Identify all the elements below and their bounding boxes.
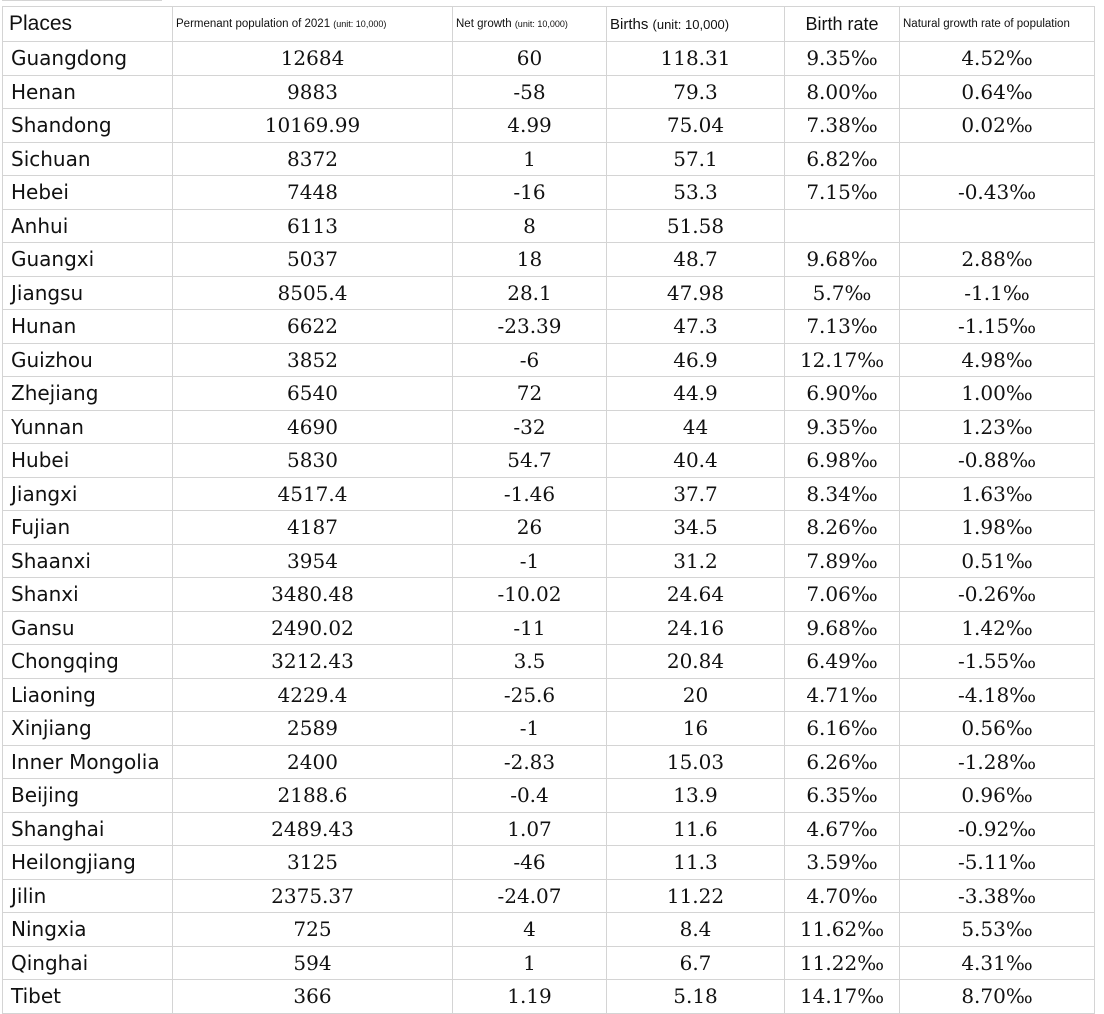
- cell-birth-rate: 4.67‰: [785, 812, 900, 846]
- cell-place: Guangxi: [3, 243, 173, 277]
- cell-natural-growth-rate: 0.64‰: [900, 75, 1095, 109]
- cell-place: Inner Mongolia: [3, 745, 173, 779]
- cell-natural-growth-rate: -0.43‰: [900, 176, 1095, 210]
- cell-net-growth: -25.6: [453, 678, 607, 712]
- cell-net-growth: 72: [453, 377, 607, 411]
- cell-births: 11.6: [607, 812, 785, 846]
- cell-births: 20.84: [607, 645, 785, 679]
- cell-net-growth: -0.4: [453, 779, 607, 813]
- cell-birth-rate: 6.35‰: [785, 779, 900, 813]
- cell-birth-rate: 8.34‰: [785, 477, 900, 511]
- cell-place: Qinghai: [3, 946, 173, 980]
- cell-births: 79.3: [607, 75, 785, 109]
- table-row: [3, 109, 1095, 143]
- cell-births: 5.18: [607, 980, 785, 1014]
- cell-population: 4187: [173, 511, 453, 545]
- cell-natural-growth-rate: 0.51‰: [900, 544, 1095, 578]
- cell-net-growth: -2.83: [453, 745, 607, 779]
- cell-place: Jilin: [3, 879, 173, 913]
- cell-births: 37.7: [607, 477, 785, 511]
- cell-place: Heilongjiang: [3, 846, 173, 880]
- cell-population: 8505.4: [173, 276, 453, 310]
- cell-place: Beijing: [3, 779, 173, 813]
- cell-birth-rate: 6.49‰: [785, 645, 900, 679]
- cell-natural-growth-rate: -4.18‰: [900, 678, 1095, 712]
- table-row: [3, 75, 1095, 109]
- cell-natural-growth-rate: -5.11‰: [900, 846, 1095, 880]
- table-row: [3, 243, 1095, 277]
- cell-births: 16: [607, 712, 785, 746]
- cell-natural-growth-rate: 0.02‰: [900, 109, 1095, 143]
- cell-birth-rate: 9.68‰: [785, 611, 900, 645]
- cell-net-growth: -32: [453, 410, 607, 444]
- cell-natural-growth-rate: -1.55‰: [900, 645, 1095, 679]
- cell-population: 3125: [173, 846, 453, 880]
- cell-births: 15.03: [607, 745, 785, 779]
- cell-population: 2188.6: [173, 779, 453, 813]
- header-net-growth: [453, 7, 607, 42]
- cell-birth-rate: 7.15‰: [785, 176, 900, 210]
- cell-natural-growth-rate: 0.56‰: [900, 712, 1095, 746]
- cell-birth-rate: 8.26‰: [785, 511, 900, 545]
- cell-population: 3480.48: [173, 578, 453, 612]
- cell-birth-rate: [785, 209, 900, 243]
- cell-births: 118.31: [607, 42, 785, 76]
- cell-birth-rate: 7.06‰: [785, 578, 900, 612]
- header-population-label: Permenant population of 2021: [176, 18, 331, 30]
- table-row: [3, 511, 1095, 545]
- cell-births: 44: [607, 410, 785, 444]
- table-row: [3, 879, 1095, 913]
- cell-net-growth: -1.46: [453, 477, 607, 511]
- cell-net-growth: 4.99: [453, 109, 607, 143]
- cell-population: 12684: [173, 42, 453, 76]
- cell-natural-growth-rate: -3.38‰: [900, 879, 1095, 913]
- cell-place: Tibet: [3, 980, 173, 1014]
- cell-births: 53.3: [607, 176, 785, 210]
- cell-net-growth: -1: [453, 712, 607, 746]
- cell-net-growth: 4: [453, 913, 607, 947]
- cell-natural-growth-rate: 4.52‰: [900, 42, 1095, 76]
- table-row: [3, 578, 1095, 612]
- table-row: [3, 779, 1095, 813]
- cell-net-growth: 18: [453, 243, 607, 277]
- table-row: [3, 142, 1095, 176]
- cell-place: Shaanxi: [3, 544, 173, 578]
- cell-birth-rate: 7.89‰: [785, 544, 900, 578]
- header-births-unit: (unit: 10,000): [652, 16, 730, 32]
- header-row: [3, 7, 1095, 42]
- cell-net-growth: 1.07: [453, 812, 607, 846]
- cell-population: 594: [173, 946, 453, 980]
- cell-place: Hebei: [3, 176, 173, 210]
- cell-net-growth: 26: [453, 511, 607, 545]
- cell-place: Xinjiang: [3, 712, 173, 746]
- table-row: [3, 678, 1095, 712]
- cell-natural-growth-rate: 0.96‰: [900, 779, 1095, 813]
- cell-natural-growth-rate: -1.15‰: [900, 310, 1095, 344]
- table-row: [3, 276, 1095, 310]
- cell-birth-rate: 12.17‰: [785, 343, 900, 377]
- table-row: [3, 846, 1095, 880]
- cell-natural-growth-rate: 1.42‰: [900, 611, 1095, 645]
- table-row: [3, 377, 1095, 411]
- cell-natural-growth-rate: 1.00‰: [900, 377, 1095, 411]
- cell-birth-rate: 11.62‰: [785, 913, 900, 947]
- table-row: [3, 444, 1095, 478]
- header-population-unit: (unit: 10,000): [333, 19, 387, 29]
- cell-population: 4690: [173, 410, 453, 444]
- cell-natural-growth-rate: 1.23‰: [900, 410, 1095, 444]
- header-places-label: Places: [9, 12, 73, 35]
- cell-birth-rate: 6.82‰: [785, 142, 900, 176]
- cell-birth-rate: 5.7‰: [785, 276, 900, 310]
- cell-births: 24.64: [607, 578, 785, 612]
- table-row: [3, 745, 1095, 779]
- cell-natural-growth-rate: -1.1‰: [900, 276, 1095, 310]
- table-row: [3, 544, 1095, 578]
- cell-population: 725: [173, 913, 453, 947]
- cell-births: 40.4: [607, 444, 785, 478]
- cell-natural-growth-rate: 2.88‰: [900, 243, 1095, 277]
- cell-population: 4517.4: [173, 477, 453, 511]
- cell-birth-rate: 14.17‰: [785, 980, 900, 1014]
- cell-net-growth: -46: [453, 846, 607, 880]
- cell-birth-rate: 7.38‰: [785, 109, 900, 143]
- cell-net-growth: 1: [453, 946, 607, 980]
- cell-place: Guangdong: [3, 42, 173, 76]
- cell-population: 5037: [173, 243, 453, 277]
- cell-population: 2400: [173, 745, 453, 779]
- cell-natural-growth-rate: 8.70‰: [900, 980, 1095, 1014]
- cell-place: Jiangsu: [3, 276, 173, 310]
- header-natural-growth-rate-label: Natural growth rate of population: [903, 18, 1070, 30]
- cell-natural-growth-rate: 1.63‰: [900, 477, 1095, 511]
- cell-net-growth: 60: [453, 42, 607, 76]
- cell-net-growth: -23.39: [453, 310, 607, 344]
- cell-population: 366: [173, 980, 453, 1014]
- table-row: [3, 913, 1095, 947]
- cell-birth-rate: 3.59‰: [785, 846, 900, 880]
- cell-births: 57.1: [607, 142, 785, 176]
- cell-net-growth: 8: [453, 209, 607, 243]
- cell-birth-rate: 4.70‰: [785, 879, 900, 913]
- cell-births: 34.5: [607, 511, 785, 545]
- cell-place: Liaoning: [3, 678, 173, 712]
- cell-place: Shandong: [3, 109, 173, 143]
- cell-population: 2589: [173, 712, 453, 746]
- cell-births: 13.9: [607, 779, 785, 813]
- cell-population: 4229.4: [173, 678, 453, 712]
- cell-population: 7448: [173, 176, 453, 210]
- cell-natural-growth-rate: [900, 142, 1095, 176]
- cell-population: 2489.43: [173, 812, 453, 846]
- cell-place: Gansu: [3, 611, 173, 645]
- cell-birth-rate: 6.90‰: [785, 377, 900, 411]
- cell-births: 44.9: [607, 377, 785, 411]
- cell-natural-growth-rate: -0.88‰: [900, 444, 1095, 478]
- cell-place: Hunan: [3, 310, 173, 344]
- cell-net-growth: -24.07: [453, 879, 607, 913]
- cell-natural-growth-rate: 1.98‰: [900, 511, 1095, 545]
- cell-net-growth: 54.7: [453, 444, 607, 478]
- cell-natural-growth-rate: -0.26‰: [900, 578, 1095, 612]
- cell-population: 2490.02: [173, 611, 453, 645]
- cell-place: Jiangxi: [3, 477, 173, 511]
- table-row: [3, 611, 1095, 645]
- cell-net-growth: -10.02: [453, 578, 607, 612]
- cell-place: Fujian: [3, 511, 173, 545]
- cell-place: Guizhou: [3, 343, 173, 377]
- cell-population: 6113: [173, 209, 453, 243]
- header-net-growth-unit: (unit: 10,000): [514, 19, 568, 29]
- cell-birth-rate: 6.16‰: [785, 712, 900, 746]
- cell-births: 6.7: [607, 946, 785, 980]
- table-row: [3, 209, 1095, 243]
- cell-births: 48.7: [607, 243, 785, 277]
- cell-net-growth: 1: [453, 142, 607, 176]
- cell-births: 11.3: [607, 846, 785, 880]
- cell-birth-rate: 9.68‰: [785, 243, 900, 277]
- cell-place: Chongqing: [3, 645, 173, 679]
- table-row: [3, 712, 1095, 746]
- cell-place: Shanxi: [3, 578, 173, 612]
- cell-birth-rate: 11.22‰: [785, 946, 900, 980]
- cell-net-growth: -6: [453, 343, 607, 377]
- header-birth-rate-label: Birth rate: [805, 13, 879, 34]
- cell-birth-rate: 9.35‰: [785, 410, 900, 444]
- cell-place: Yunnan: [3, 410, 173, 444]
- cell-birth-rate: 8.00‰: [785, 75, 900, 109]
- cell-natural-growth-rate: 5.53‰: [900, 913, 1095, 947]
- cell-natural-growth-rate: 4.31‰: [900, 946, 1095, 980]
- cell-net-growth: 1.19: [453, 980, 607, 1014]
- cell-births: 47.3: [607, 310, 785, 344]
- cell-natural-growth-rate: 4.98‰: [900, 343, 1095, 377]
- cell-births: 11.22: [607, 879, 785, 913]
- cell-population: 10169.99: [173, 109, 453, 143]
- cell-population: 6622: [173, 310, 453, 344]
- table-row: [3, 477, 1095, 511]
- header-birth-rate: [785, 7, 900, 42]
- cell-births: 47.98: [607, 276, 785, 310]
- cell-net-growth: 28.1: [453, 276, 607, 310]
- cell-net-growth: -11: [453, 611, 607, 645]
- cell-births: 75.04: [607, 109, 785, 143]
- cell-population: 3212.43: [173, 645, 453, 679]
- table-row: [3, 42, 1095, 76]
- cell-births: 31.2: [607, 544, 785, 578]
- table-row: [3, 645, 1095, 679]
- cell-birth-rate: 6.26‰: [785, 745, 900, 779]
- cell-birth-rate: 7.13‰: [785, 310, 900, 344]
- header-places: [3, 7, 173, 42]
- cell-births: 24.16: [607, 611, 785, 645]
- table-body: [3, 42, 1095, 1014]
- table-row: [3, 310, 1095, 344]
- population-table: [2, 6, 1095, 1014]
- header-population: [173, 7, 453, 42]
- table-row: [3, 410, 1095, 444]
- cell-net-growth: -16: [453, 176, 607, 210]
- cell-place: Zhejiang: [3, 377, 173, 411]
- cell-net-growth: -1: [453, 544, 607, 578]
- header-births-label: Births: [610, 15, 649, 33]
- cell-births: 8.4: [607, 913, 785, 947]
- cell-natural-growth-rate: -1.28‰: [900, 745, 1095, 779]
- cell-birth-rate: 9.35‰: [785, 42, 900, 76]
- cell-place: Ningxia: [3, 913, 173, 947]
- cell-place: Shanghai: [3, 812, 173, 846]
- header-net-growth-label: Net growth: [456, 18, 512, 30]
- cell-population: 6540: [173, 377, 453, 411]
- cell-population: 9883: [173, 75, 453, 109]
- cell-population: 8372: [173, 142, 453, 176]
- cell-births: 51.58: [607, 209, 785, 243]
- cell-place: Henan: [3, 75, 173, 109]
- cell-population: 2375.37: [173, 879, 453, 913]
- table-row: [3, 980, 1095, 1014]
- cell-population: 3852: [173, 343, 453, 377]
- cell-population: 3954: [173, 544, 453, 578]
- cell-birth-rate: 4.71‰: [785, 678, 900, 712]
- cell-place: Hubei: [3, 444, 173, 478]
- table-row: [3, 343, 1095, 377]
- cell-place: Sichuan: [3, 142, 173, 176]
- cell-net-growth: 3.5: [453, 645, 607, 679]
- table-row: [3, 176, 1095, 210]
- table-row: [3, 812, 1095, 846]
- cell-births: 20: [607, 678, 785, 712]
- header-births: [607, 7, 785, 42]
- cell-population: 5830: [173, 444, 453, 478]
- cell-net-growth: -58: [453, 75, 607, 109]
- cell-place: Anhui: [3, 209, 173, 243]
- cell-natural-growth-rate: [900, 209, 1095, 243]
- header-natural-growth-rate: [900, 7, 1095, 42]
- table-row: [3, 946, 1095, 980]
- cell-birth-rate: 6.98‰: [785, 444, 900, 478]
- cell-natural-growth-rate: -0.92‰: [900, 812, 1095, 846]
- cell-births: 46.9: [607, 343, 785, 377]
